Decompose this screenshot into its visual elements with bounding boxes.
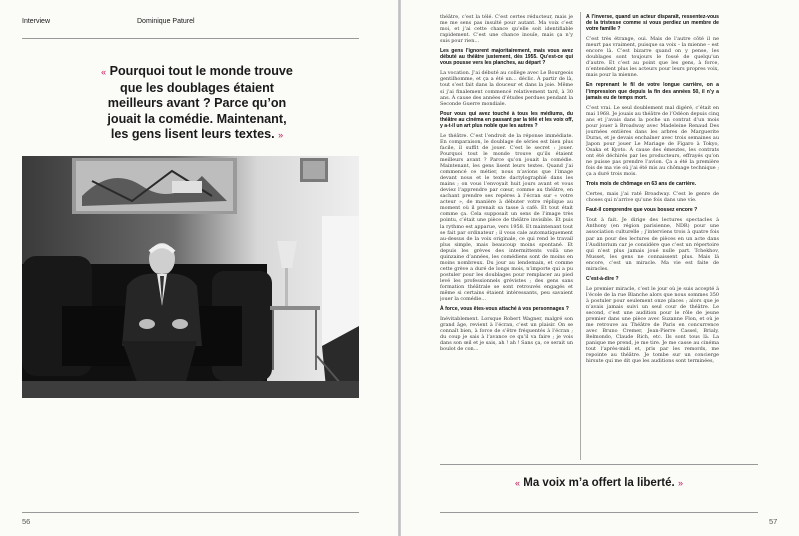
interview-question: Trois mois de chômage en 63 ans de carrière.: [586, 181, 697, 188]
interview-answer: Tout à fait. Je dirige des lectures spectacles à Anthony (en région parisienne, NDR) pour une association culturelle ; j’interviens trois à quatre fois par an pour des lectures de pièces en un acte dans l’Auditorium car je considère que c’est un répertoire qui n’est plus jamais joué nulle part. Tchekhov, Musset, les gens ne connaissent plus. Mais là encore, c’est un miracle. Ma vie est faite de miracles.: [586, 217, 719, 272]
portrait-photo: [22, 156, 359, 398]
interview-question: À l’inverse, quand un acteur disparaît, ressentez-vous de la tristesse comme si vous perdiez un membre de votre famille ?: [586, 14, 719, 33]
pull-quote-line-1: « Pourquoi tout le monde trouve: [101, 64, 293, 78]
interview-question: Pour vous qui avez touché à tous les médiums, du théâtre au cinéma en passant par la télé et les voix off, y a-t-il un art plus noble que les autres ?: [440, 110, 573, 129]
interviewee-name: Dominique Paturel: [137, 18, 195, 25]
pull-quote-line-4: jouait la comédie. Maintenant,: [107, 111, 287, 126]
pull-quote-line-2: que les doublages étaient: [120, 80, 274, 95]
right-page: [401, 0, 799, 536]
interview-question: À force, vous êtes-vous attaché à vos personnages ?: [440, 306, 569, 313]
interview-answer: Le théâtre. C’est l’endroit de la réponse immédiate. En comparaison, le doublage de séries est bien plus facile, il suffit de jouer. C’est le secret : jouer. Pourquoi tout le monde trouve qu’ils étaient meilleurs avant ? Parce qu’on jouait la comédie. Maintenant, les gens lisent leurs textes. Quand j’ai commencé ce métier, nous n’avions que l’image devant nous et le texte dactylographié dans les mains ; on vous l’envoyait huit jours avant et vous deviez l’apprendre par cœur, comme au théâtre, en sachant prendre ses repères à l’écran sur « votre acteur », de manière à débuter votre réplique au moment où il prenait sa tasse à café. Et tout était comme ça. Cela supposait un sens de l’image très pointu, c’était une pièce de théâtre invisible. Et puis la rythmo est apparue, vers 1958. Et maintenant tout se fait par ordinateur ; il vous cale automatiquement au-dessus de la voix originale, ce qui rend le travail plus simple, mais beaucoup moins spontané. Et depuis les grèves des intermittents voilà une quinzaine d’années, les comédiens sont de moins en moins nombreux. Du jour au lendemain, et comme cette grève a duré de longs mois, n’importe qui a pu postuler pour les doublages pour remplacer au pied levé les professionnels grévistes ; des gens sans formation théâtrale se sont retrouvés engagés et même si certains étaient intéressants, peu savaient jouer la comédie…: [440, 132, 573, 303]
quote-rule-top: [440, 464, 758, 465]
column-divider: [580, 12, 581, 460]
interview-answer: La vocation. J’ai débuté au collège avec Le Bourgeois gentilhomme, et ça a été un… déclic. À partir de là, tout s’est fait dans la douceur et dans la joie. Même si j’ai finalement commencé relativement tard, à 30 ans. À cause des années d’études perdues pendant la Seconde Guerre mondiale.: [440, 70, 573, 107]
pull-quote-line-5: les gens lisent leurs textes. »: [110, 127, 284, 142]
page-number: 56: [22, 517, 31, 526]
pull-quote-line-3: meilleurs avant ? Parce qu’on: [107, 96, 287, 111]
close-quote-mark: »: [278, 130, 284, 141]
interview-answer: C’est vrai. Le seul doublement mal digéré, c’était en mai 1968. Je jouais au théâtre de l’Odéon depuis cinq ans et j’avais dans la poche un contrat d’un mois pour jouer à Broadway avec Madeleine Renaud Des journées entières dans les arbres de Marguerite Duras, et je devais enchaîner avec trois semaines au Japon pour jouer Le Mariage de Figaro à Tokyo, Osaka et Kyoto. À cause des émeutes, les contrats ont été déchirés par les producteurs, effrayés qu’on ne puisse pas prendre l’avion. Ça a été la première fois de ma vie où j’ai été mis au chômage technique ; ça a duré trois mois.: [586, 104, 719, 178]
interview-answer: Inévitablement. Lorsque Robert Wagner, malgré son grand âge, revient à l’écran, c’est un plaisir. On se connaît bien, à force de s’être fréquentés à l’écran ; du coup je sais à l’avance ce qu’il va faire ; je vois dans son œil et je sais, ah ! ah ! Sans ça, ce serait un boulot de con…: [440, 316, 573, 353]
pull-quote-text: Ma voix m’a offert la liberté.: [523, 477, 675, 489]
text-column-2: [586, 14, 719, 368]
interview-answer: C’est très étrange, oui. Mais de l’autre côté il ne meurt pas vraiment, puisque sa voix – la mienne – est encore là. C’est bizarre quand on y pense, les doublages sont toujours le fossé de quelqu’un d’autre. Et c’est au point que les gens, à force, n’entendent plus les acteurs pour leurs propres voix, mais pour la mienne.: [586, 36, 719, 79]
page-number: 57: [769, 517, 778, 526]
interview-answer: Le premier miracle, c’est le jour où je suis accepté à l’école de la rue Blanche alors que nous sommes 350 à postuler pour seulement onze places ; alors que je n’avais jamais suivi un seul cour de théâtre. Le second, c’est une audition pour le rôle de jeune premier dans une pièce avec Suzanne Flon, et où je me retrouve au Théâtre de Paris en concurrence avec Bruno Cremer, Jean-Pierre Cassel, Brialy, Belmondo, Claude Rich, etc. Ils sont tous là. La panique me prend, je me tire. Je me casse au cinéma tout l’après-midi et, pris par les remords, me repointe au théâtre. Je tombe sur un concierge hirsute qui me dit que les auditions sont terminées,: [586, 285, 719, 365]
footer-rule: [440, 512, 758, 513]
text-column-1: [440, 14, 573, 356]
open-quote-mark: «: [515, 478, 521, 488]
pull-quote: [52, 64, 342, 144]
footer-rule: [22, 512, 359, 513]
interview-answer: Certes, mais j’ai raté Broadway. C’est le genre de choses qui n’arrive qu’une fois dans une vie.: [586, 191, 719, 204]
interview-question: Faut-il comprendre que vous bossez encore ?: [586, 207, 698, 214]
open-quote-mark: «: [101, 67, 107, 77]
interview-answer: théâtre, c’est la télé. C’est certes réducteur, mais je me me sens pas insulté pour autant. Ma voix c’est moi, et j’ai cette chance qu’elle soit identifiable rapidement. C’est une chance inouïe, mais ça n’y suis pour rien…: [440, 14, 573, 45]
interview-question: En reprenant le fil de votre longue carrière, on a l’impression que depuis la fin des années 50, il n’y a jamais eu de temps mort.: [586, 82, 719, 101]
interview-question: Les gens l’ignorent majoritairement, mais vous avez débuté au théâtre justement, dès 1955. Qu’est-ce qui vous pousse vers les planches, au départ ?: [440, 48, 573, 67]
header-rule: [22, 38, 359, 39]
interview-question: C’est-à-dire ?: [586, 275, 619, 282]
close-quote-mark: »: [677, 478, 683, 488]
left-page: [0, 0, 398, 536]
section-label: Interview: [22, 18, 51, 25]
pull-quote: [440, 476, 758, 492]
photo-illustration: [22, 156, 359, 398]
